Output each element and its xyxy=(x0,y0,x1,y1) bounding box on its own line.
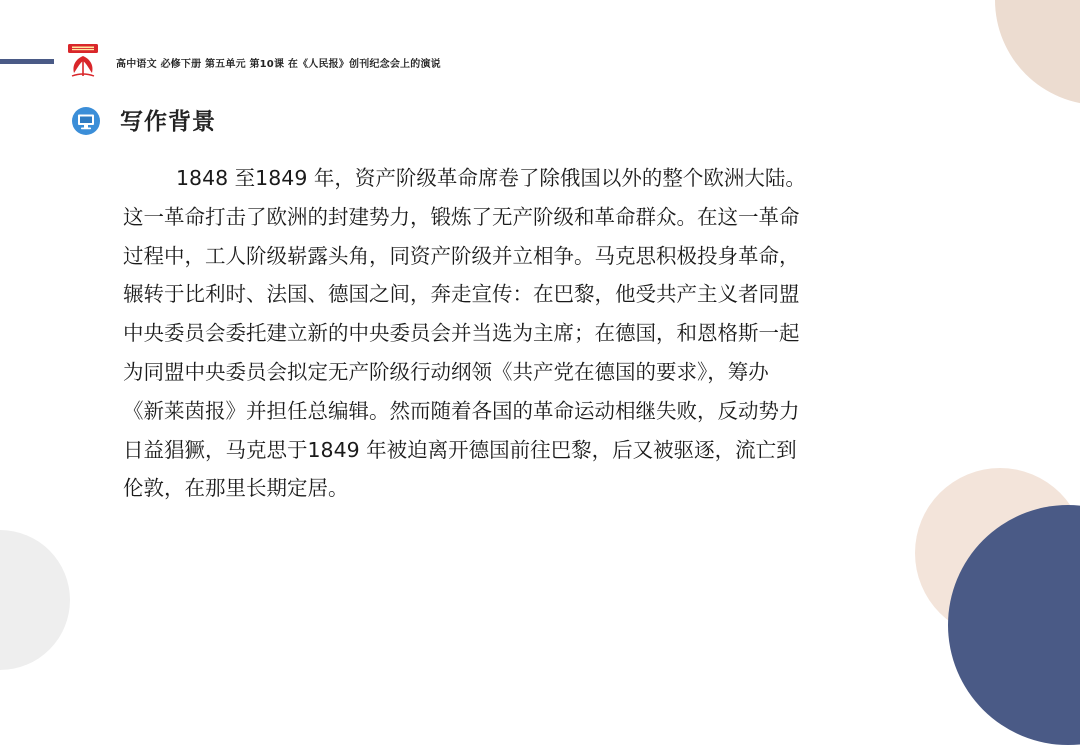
body-line: 这一革命打击了欧洲的封建势力，锻炼了无产阶级和革命群众。在这一革命 xyxy=(123,204,800,229)
monitor-icon xyxy=(71,106,101,136)
body-line: 1848 至1849 年，资产阶级革命席卷了除俄国以外的整个欧洲大陆。 xyxy=(176,166,806,190)
body-line: 中央委员会委托建立新的中央委员会并当选为主席；在德国，和恩格斯一起 xyxy=(123,321,800,346)
body-line: 辗转于比利时、法国、德国之间，奔走宣传：在巴黎，他受共产主义者同盟 xyxy=(123,282,800,307)
breadcrumb: 高中语文 必修下册 第五单元 第10课 在《人民报》创刊纪念会上的演说 xyxy=(116,59,441,70)
decor-circle-top-right xyxy=(995,0,1080,105)
decor-circle-bottom-left xyxy=(0,530,70,670)
body-line: 伦敦，在那里长期定居。 xyxy=(123,476,349,501)
school-emblem-icon xyxy=(66,43,100,79)
section-title: 写作背景 xyxy=(120,109,216,135)
header-accent-bar xyxy=(0,59,54,64)
body-line: 日益猖獗，马克思于1849 年被迫离开德国前往巴黎，后又被驱逐，流亡到 xyxy=(123,437,797,462)
body-paragraph xyxy=(123,159,949,508)
body-line: 《新莱茵报》并担任总编辑。然而随着各国的革命运动相继失败，反动势力 xyxy=(123,398,800,423)
body-line: 为同盟中央委员会拟定无产阶级行动纲领《共产党在德国的要求》，筹办 xyxy=(123,359,769,384)
body-line: 过程中，工人阶级崭露头角，同资产阶级并立相争。马克思积极投身革命， xyxy=(123,243,800,268)
